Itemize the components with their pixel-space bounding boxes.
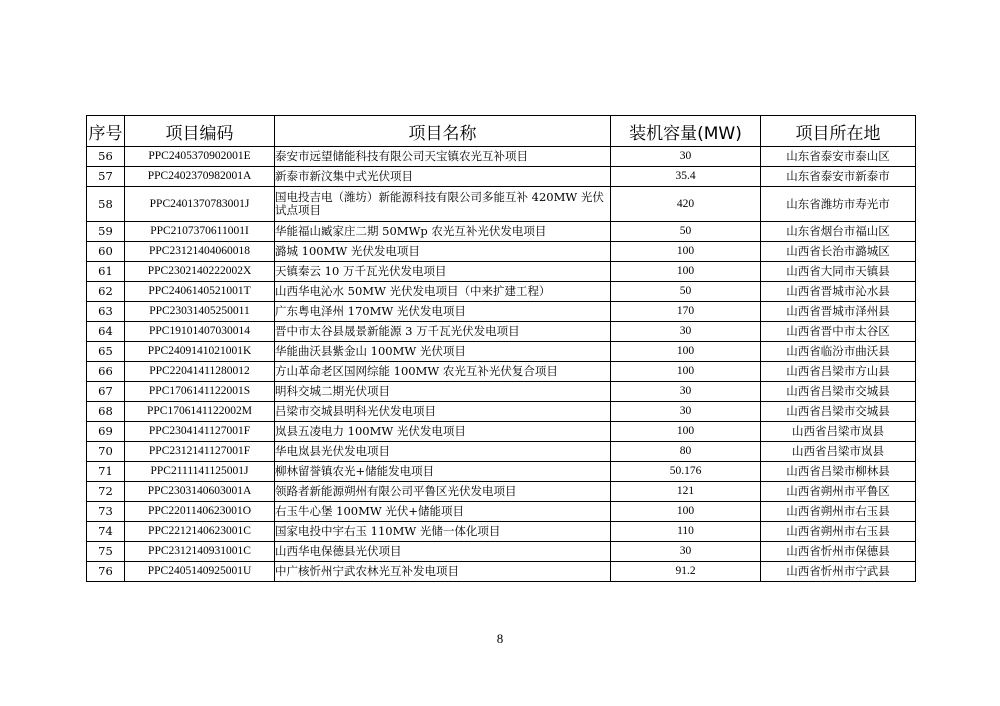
table-row — [87, 442, 916, 462]
cell-location: 山西省忻州市保德县 — [761, 542, 916, 562]
cell-location: 山西省吕梁市交城县 — [761, 402, 916, 422]
table-row — [87, 522, 916, 542]
cell-name: 国家电投中宇右玉 110MW 光储一体化项目 — [275, 522, 611, 542]
table-row — [87, 402, 916, 422]
cell-location: 山东省烟台市福山区 — [761, 222, 916, 242]
table-row — [87, 502, 916, 522]
cell-name: 华电岚县光伏发电项目 — [275, 442, 611, 462]
cell-capacity: 30 — [611, 402, 761, 422]
cell-name: 明科交城二期光伏项目 — [275, 382, 611, 402]
cell-name: 晋中市太谷县晟景新能源 3 万千瓦光伏发电项目 — [275, 322, 611, 342]
cell-location: 山西省晋城市泽州县 — [761, 302, 916, 322]
cell-location: 山西省晋城市沁水县 — [761, 282, 916, 302]
cell-seq: 69 — [87, 422, 125, 442]
cell-location: 山西省吕梁市交城县 — [761, 382, 916, 402]
cell-seq: 75 — [87, 542, 125, 562]
cell-location: 山西省吕梁市岚县 — [761, 442, 916, 462]
cell-location: 山西省晋中市太谷区 — [761, 322, 916, 342]
cell-seq: 72 — [87, 482, 125, 502]
cell-location: 山西省吕梁市方山县 — [761, 362, 916, 382]
cell-name: 领路者新能源朔州有限公司平鲁区光伏发电项目 — [275, 482, 611, 502]
cell-seq: 65 — [87, 342, 125, 362]
table-row — [87, 322, 916, 342]
cell-capacity: 80 — [611, 442, 761, 462]
cell-code: PPC1706141122002M — [125, 402, 275, 422]
header-code: 项目编码 — [125, 116, 275, 147]
cell-name: 中广核忻州宁武农林光互补发电项目 — [275, 562, 611, 582]
cell-name: 国电投吉电（潍坊）新能源科技有限公司多能互补 420MW 光伏试点项目 — [275, 187, 611, 222]
cell-seq: 76 — [87, 562, 125, 582]
cell-location: 山西省吕梁市柳林县 — [761, 462, 916, 482]
cell-code: PPC2406140521001T — [125, 282, 275, 302]
cell-name: 吕梁市交城县明科光伏发电项目 — [275, 402, 611, 422]
cell-code: PPC2212140623001C — [125, 522, 275, 542]
cell-name: 潞城 100MW 光伏发电项目 — [275, 242, 611, 262]
cell-code: PPC2405370902001E — [125, 147, 275, 167]
cell-seq: 71 — [87, 462, 125, 482]
cell-code: PPC23121404060018 — [125, 242, 275, 262]
table-row — [87, 187, 916, 222]
cell-capacity: 30 — [611, 322, 761, 342]
cell-capacity: 30 — [611, 147, 761, 167]
cell-code: PPC2107370611001I — [125, 222, 275, 242]
cell-code: PPC2302140222002X — [125, 262, 275, 282]
cell-code: PPC2304141127001F — [125, 422, 275, 442]
table-row — [87, 422, 916, 442]
header-seq: 序号 — [87, 116, 125, 147]
table-row — [87, 242, 916, 262]
cell-seq: 62 — [87, 282, 125, 302]
cell-name: 泰安市远望储能科技有限公司天宝镇农光互补项目 — [275, 147, 611, 167]
cell-name: 右玉牛心堡 100MW 光伏+储能项目 — [275, 502, 611, 522]
cell-seq: 74 — [87, 522, 125, 542]
cell-seq: 73 — [87, 502, 125, 522]
table-row — [87, 282, 916, 302]
cell-name: 华能福山臧家庄二期 50MWp 农光互补光伏发电项目 — [275, 222, 611, 242]
cell-capacity: 420 — [611, 187, 761, 222]
cell-capacity: 50 — [611, 222, 761, 242]
cell-location: 山东省潍坊市寿光市 — [761, 187, 916, 222]
table-header-row — [87, 116, 916, 147]
cell-capacity: 100 — [611, 502, 761, 522]
cell-location: 山西省长治市潞城区 — [761, 242, 916, 262]
cell-code: PPC2312140931001C — [125, 542, 275, 562]
cell-code: PPC2201140623001O — [125, 502, 275, 522]
cell-location: 山西省临汾市曲沃县 — [761, 342, 916, 362]
cell-location: 山西省大同市天镇县 — [761, 262, 916, 282]
header-location: 项目所在地 — [761, 116, 916, 147]
cell-location: 山西省忻州市宁武县 — [761, 562, 916, 582]
cell-seq: 70 — [87, 442, 125, 462]
cell-name: 山西华电保德县光伏项目 — [275, 542, 611, 562]
cell-code: PPC2402370982001A — [125, 167, 275, 187]
cell-capacity: 50.176 — [611, 462, 761, 482]
table-row — [87, 482, 916, 502]
table-body — [87, 147, 916, 582]
cell-seq: 67 — [87, 382, 125, 402]
table-row — [87, 382, 916, 402]
cell-name: 天镇秦云 10 万千瓦光伏发电项目 — [275, 262, 611, 282]
table-row — [87, 462, 916, 482]
table-row — [87, 147, 916, 167]
cell-code: PPC2401370783001J — [125, 187, 275, 222]
cell-seq: 61 — [87, 262, 125, 282]
page-number: 8 — [496, 631, 504, 646]
cell-code: PPC2303140603001A — [125, 482, 275, 502]
cell-code: PPC2405140925001U — [125, 562, 275, 582]
cell-seq: 63 — [87, 302, 125, 322]
cell-name: 山西华电沁水 50MW 光伏发电项目（中来扩建工程） — [275, 282, 611, 302]
table-row — [87, 542, 916, 562]
cell-location: 山西省吕梁市岚县 — [761, 422, 916, 442]
cell-location: 山东省泰安市泰山区 — [761, 147, 916, 167]
table-row — [87, 262, 916, 282]
cell-seq: 56 — [87, 147, 125, 167]
cell-name: 新泰市新汶集中式光伏项目 — [275, 167, 611, 187]
cell-seq: 64 — [87, 322, 125, 342]
cell-seq: 57 — [87, 167, 125, 187]
cell-capacity: 100 — [611, 262, 761, 282]
cell-capacity: 170 — [611, 302, 761, 322]
cell-seq: 60 — [87, 242, 125, 262]
cell-capacity: 30 — [611, 382, 761, 402]
cell-capacity: 100 — [611, 422, 761, 442]
project-table — [86, 115, 916, 582]
cell-capacity: 121 — [611, 482, 761, 502]
table-row — [87, 342, 916, 362]
cell-capacity: 110 — [611, 522, 761, 542]
table-row — [87, 562, 916, 582]
cell-code: PPC2312141127001F — [125, 442, 275, 462]
cell-location: 山西省朔州市平鲁区 — [761, 482, 916, 502]
cell-code: PPC1706141122001S — [125, 382, 275, 402]
cell-code: PPC2409141021001K — [125, 342, 275, 362]
header-name: 项目名称 — [275, 116, 611, 147]
cell-capacity: 35.4 — [611, 167, 761, 187]
cell-capacity: 30 — [611, 542, 761, 562]
cell-name: 柳林留誉镇农光+储能发电项目 — [275, 462, 611, 482]
cell-seq: 59 — [87, 222, 125, 242]
cell-code: PPC22041411280012 — [125, 362, 275, 382]
cell-seq: 68 — [87, 402, 125, 422]
header-capacity: 装机容量(MW) — [611, 116, 761, 147]
table-row — [87, 222, 916, 242]
cell-seq: 66 — [87, 362, 125, 382]
cell-capacity: 100 — [611, 242, 761, 262]
cell-location: 山西省朔州市右玉县 — [761, 522, 916, 542]
cell-location: 山东省泰安市新泰市 — [761, 167, 916, 187]
table-row — [87, 167, 916, 187]
table-row — [87, 302, 916, 322]
table-row — [87, 362, 916, 382]
cell-name: 华能曲沃县紫金山 100MW 光伏项目 — [275, 342, 611, 362]
cell-name: 方山革命老区国网综能 100MW 农光互补光伏复合项目 — [275, 362, 611, 382]
cell-capacity: 100 — [611, 342, 761, 362]
cell-capacity: 100 — [611, 362, 761, 382]
cell-capacity: 50 — [611, 282, 761, 302]
cell-capacity: 91.2 — [611, 562, 761, 582]
cell-seq: 58 — [87, 187, 125, 222]
cell-code: PPC19101407030014 — [125, 322, 275, 342]
cell-code: PPC23031405250011 — [125, 302, 275, 322]
cell-name: 广东粤电泽州 170MW 光伏发电项目 — [275, 302, 611, 322]
cell-name: 岚县五凌电力 100MW 光伏发电项目 — [275, 422, 611, 442]
cell-code: PPC2111141125001J — [125, 462, 275, 482]
cell-location: 山西省朔州市右玉县 — [761, 502, 916, 522]
